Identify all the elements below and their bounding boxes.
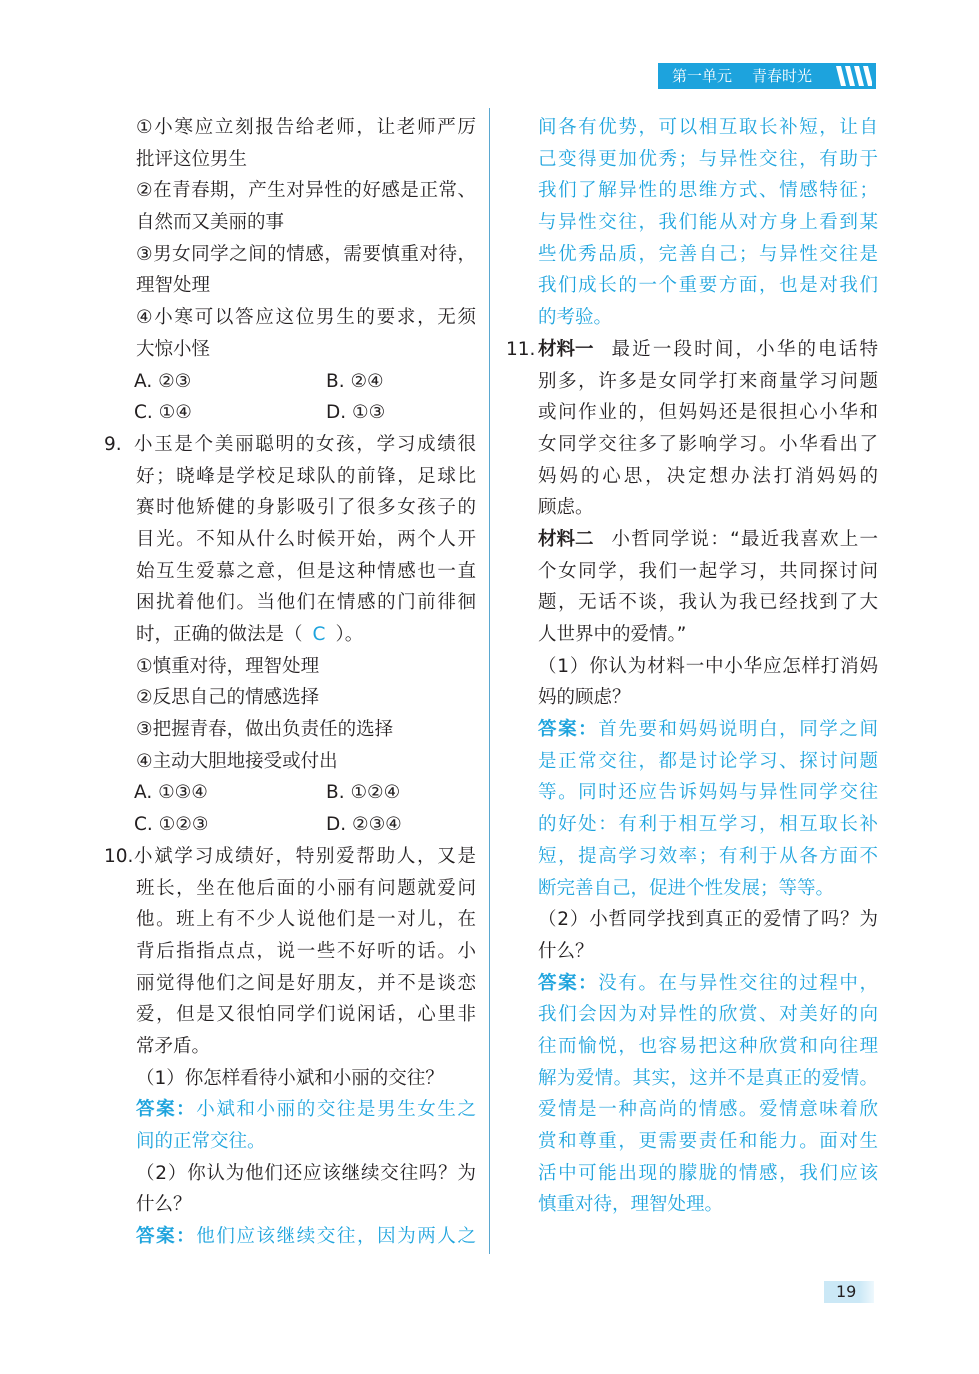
q11-answer-2: 解为爱情。其实，这并不是真正的爱情。 bbox=[538, 1067, 878, 1089]
q9-text: 始互生爱慕之意，但是这种情感也一直 bbox=[136, 560, 476, 582]
material2-text: 人世界中的爱情。” bbox=[538, 624, 687, 645]
q11-answer-1: 是正常交往，都是讨论学习、探讨问题 bbox=[538, 750, 878, 772]
q9-item: ④主动大胆地接受或付出 bbox=[136, 750, 338, 772]
q11-answer-1: 的好处：有利于相互学习，相互取长补 bbox=[538, 814, 878, 836]
q10-text: 班长，坐在他后面的小丽有问题就爱问 bbox=[136, 877, 476, 899]
answer-label: 答案： bbox=[538, 972, 599, 994]
q11-subquestion-2: （2）小哲同学找到真正的爱情了吗？为 bbox=[538, 909, 878, 931]
q10-number: 10. bbox=[104, 845, 134, 867]
q10-answer-2: 些优秀品质，完善自己；与异性交往是 bbox=[538, 243, 878, 265]
q11-answer-2: 往而愉悦，也容易把这种欣赏和向往理 bbox=[538, 1035, 878, 1057]
q11-material1-line bbox=[506, 334, 878, 366]
q10-subquestion-1: （1）你怎样看待小斌和小丽的交往？ bbox=[136, 1067, 444, 1089]
q9-number: 9. bbox=[104, 433, 122, 455]
q10-text: 丽觉得他们之间是好朋友，并不是谈恋 bbox=[136, 972, 476, 994]
q11-answer-2: 慎重对待，理智处理。 bbox=[538, 1194, 724, 1216]
unit-number: 第一单元 bbox=[672, 67, 733, 85]
material2-text: 题，无话不谈，我认为我已经找到了大 bbox=[538, 592, 878, 614]
q8-option-d: D. ①③ bbox=[326, 402, 386, 424]
q10-text: 常矛盾。 bbox=[136, 1035, 211, 1057]
q9-text: 困扰着他们。当他们在情感的门前徘徊 bbox=[136, 592, 476, 614]
q10-text: 背后指指点点，说一些不好听的话。小 bbox=[136, 940, 476, 962]
q10-answer-1: 间的正常交往。 bbox=[136, 1131, 266, 1152]
q11-answer-1: 短，提高学习效率；有利于从各方面不 bbox=[538, 845, 878, 867]
q9-text: 小玉是个美丽聪明的女孩，学习成绩很 bbox=[134, 433, 476, 455]
q11-answer-2: 我们会因为对异性的欣赏、对美好的向 bbox=[538, 1004, 878, 1026]
q9-stem-line bbox=[104, 429, 476, 461]
column-divider bbox=[489, 108, 490, 1254]
q8-item: 理智处理 bbox=[136, 275, 211, 297]
q11-answer-1: 断完善自己，促进个性发展；等等。 bbox=[538, 877, 835, 899]
q11-answer-1: 等。同时还应告诉妈妈与异性同学交往 bbox=[538, 782, 878, 804]
q11-subquestion-1: 妈的顾虑？ bbox=[538, 687, 631, 709]
stripes-decoration-icon bbox=[834, 66, 872, 86]
q8-item: ③男女同学之间的情感，需要慎重对待， bbox=[136, 243, 476, 265]
q10-answer-1: 小斌和小丽的交往是男生女生之 bbox=[196, 1099, 476, 1121]
q10-answer-1-line bbox=[104, 1094, 476, 1126]
q10-subquestion-2: （2）你认为他们还应该继续交往吗？为 bbox=[136, 1162, 476, 1184]
q8-options-row bbox=[104, 366, 476, 398]
material1-text: 顾虑。 bbox=[538, 497, 594, 519]
q10-answer-2: 他们应该继续交往，因为两人之 bbox=[196, 1226, 476, 1248]
q10-answer-2: 我们成长的一个重要方面，也是对我们 bbox=[538, 275, 878, 297]
q9-text: 赛时他矫健的身影吸引了很多女孩子的 bbox=[136, 497, 476, 519]
q10-answer-2: 的考验。 bbox=[538, 307, 613, 329]
q9-option-a: A. ①③④ bbox=[134, 782, 208, 804]
right-column bbox=[506, 112, 878, 1221]
q11-answer-2: 爱情是一种高尚的情感。爱情意味着欣 bbox=[538, 1099, 878, 1121]
answer-label: 答案： bbox=[538, 719, 599, 741]
q10-stem-line bbox=[104, 841, 476, 873]
q9-options-row bbox=[104, 809, 476, 841]
q11-number: 11. bbox=[506, 338, 536, 360]
q8-item: ②在青春期，产生对异性的好感是正常、 bbox=[136, 180, 476, 202]
material1-text: 最近一段时间，小华的电话特 bbox=[611, 338, 878, 360]
q8-item: 批评这位男生 bbox=[136, 148, 248, 170]
q10-text: 爱，但是又很怕同学们说闲话，心里非 bbox=[136, 1004, 476, 1026]
q10-text: 小斌学习成绩好，特别爱帮助人，又是 bbox=[134, 845, 476, 867]
material1-text: 妈妈的心思，决定想办法打消妈妈的 bbox=[538, 465, 878, 487]
q9-option-b: B. ①②④ bbox=[326, 782, 401, 804]
q10-answer-2: 己变得更加优秀；与异性交往，有助于 bbox=[538, 148, 878, 170]
material1-label: 材料一 bbox=[538, 338, 594, 360]
q11-answer-2: 没有。在与异性交往的过程中， bbox=[598, 972, 878, 994]
q11-subquestion-1: （1）你认为材料一中小华应怎样打消妈 bbox=[538, 655, 878, 677]
material1-text: 女同学交往多了影响学习。小华看出了 bbox=[538, 433, 878, 455]
q11-subquestion-2: 什么？ bbox=[538, 940, 594, 962]
q8-option-c: C. ①④ bbox=[134, 402, 192, 424]
unit-header-tab bbox=[658, 63, 876, 89]
material1-text: 或问作业的，但妈妈还是很担心小华和 bbox=[538, 402, 878, 424]
q9-item: ②反思自己的情感选择 bbox=[136, 687, 320, 709]
q8-item: 自然而又美丽的事 bbox=[136, 212, 285, 234]
q11-answer-2: 赏和尊重，更需要责任和能力。面对生 bbox=[538, 1131, 878, 1152]
material2-text: 个女同学，我们一起学习，共同探讨问 bbox=[538, 560, 878, 582]
answer-label: 答案： bbox=[136, 1226, 197, 1248]
page-number: 19 bbox=[824, 1281, 874, 1303]
unit-title: 青春时光 bbox=[752, 67, 813, 85]
q11-answer-2-line bbox=[506, 968, 878, 1000]
q9-answer: C bbox=[312, 624, 326, 645]
q11-answer-2: 活中可能出现的朦胧的情感，我们应该 bbox=[538, 1162, 878, 1184]
q9-option-c: C. ①②③ bbox=[134, 814, 209, 836]
q10-text: 他。班上有不少人说他们是一对儿，在 bbox=[136, 909, 476, 931]
material2-text: 小哲同学说：“最近我喜欢上一 bbox=[611, 528, 878, 550]
q8-options-row bbox=[104, 397, 476, 429]
q9-text: 目光。不知从什么时候开始，两个人开 bbox=[136, 528, 476, 550]
q9-text: 时，正确的做法是（ bbox=[136, 624, 303, 645]
q8-item: ①小寒应立刻报告给老师，让老师严厉 bbox=[136, 117, 476, 138]
q9-item: ①慎重对待，理智处理 bbox=[136, 655, 320, 677]
q8-option-b: B. ②④ bbox=[326, 370, 384, 392]
q11-answer-1: 首先要和妈妈说明白，同学之间 bbox=[598, 719, 878, 741]
q9-question-line bbox=[104, 619, 476, 651]
q9-text: 好；晓峰是学校足球队的前锋，足球比 bbox=[136, 465, 476, 487]
left-column bbox=[104, 112, 476, 1253]
q10-answer-2: 我们了解异性的思维方式、情感特征； bbox=[538, 180, 878, 202]
material2-label: 材料二 bbox=[538, 528, 594, 550]
q10-answer-2: 间各有优势，可以相互取长补短，让自 bbox=[538, 117, 878, 138]
q8-item: ④小寒可以答应这位男生的要求，无须 bbox=[136, 307, 476, 329]
q8-option-a: A. ②③ bbox=[134, 370, 192, 392]
q10-answer-2: 与异性交往，我们能从对方身上看到某 bbox=[538, 212, 878, 234]
q9-text: ）。 bbox=[335, 624, 364, 645]
q9-item: ③把握青春，做出负责任的选择 bbox=[136, 719, 394, 741]
q9-option-d: D. ②③④ bbox=[326, 814, 402, 836]
q9-options-row bbox=[104, 777, 476, 809]
material1-text: 别多，许多是女同学打来商量学习问题 bbox=[538, 370, 878, 392]
q11-answer-1-line bbox=[506, 714, 878, 746]
q8-item: 大惊小怪 bbox=[136, 338, 211, 360]
answer-label: 答案： bbox=[136, 1099, 197, 1121]
q10-answer-2-line bbox=[104, 1221, 476, 1253]
q10-subquestion-2: 什么？ bbox=[136, 1194, 192, 1216]
q11-material2-line bbox=[506, 524, 878, 556]
